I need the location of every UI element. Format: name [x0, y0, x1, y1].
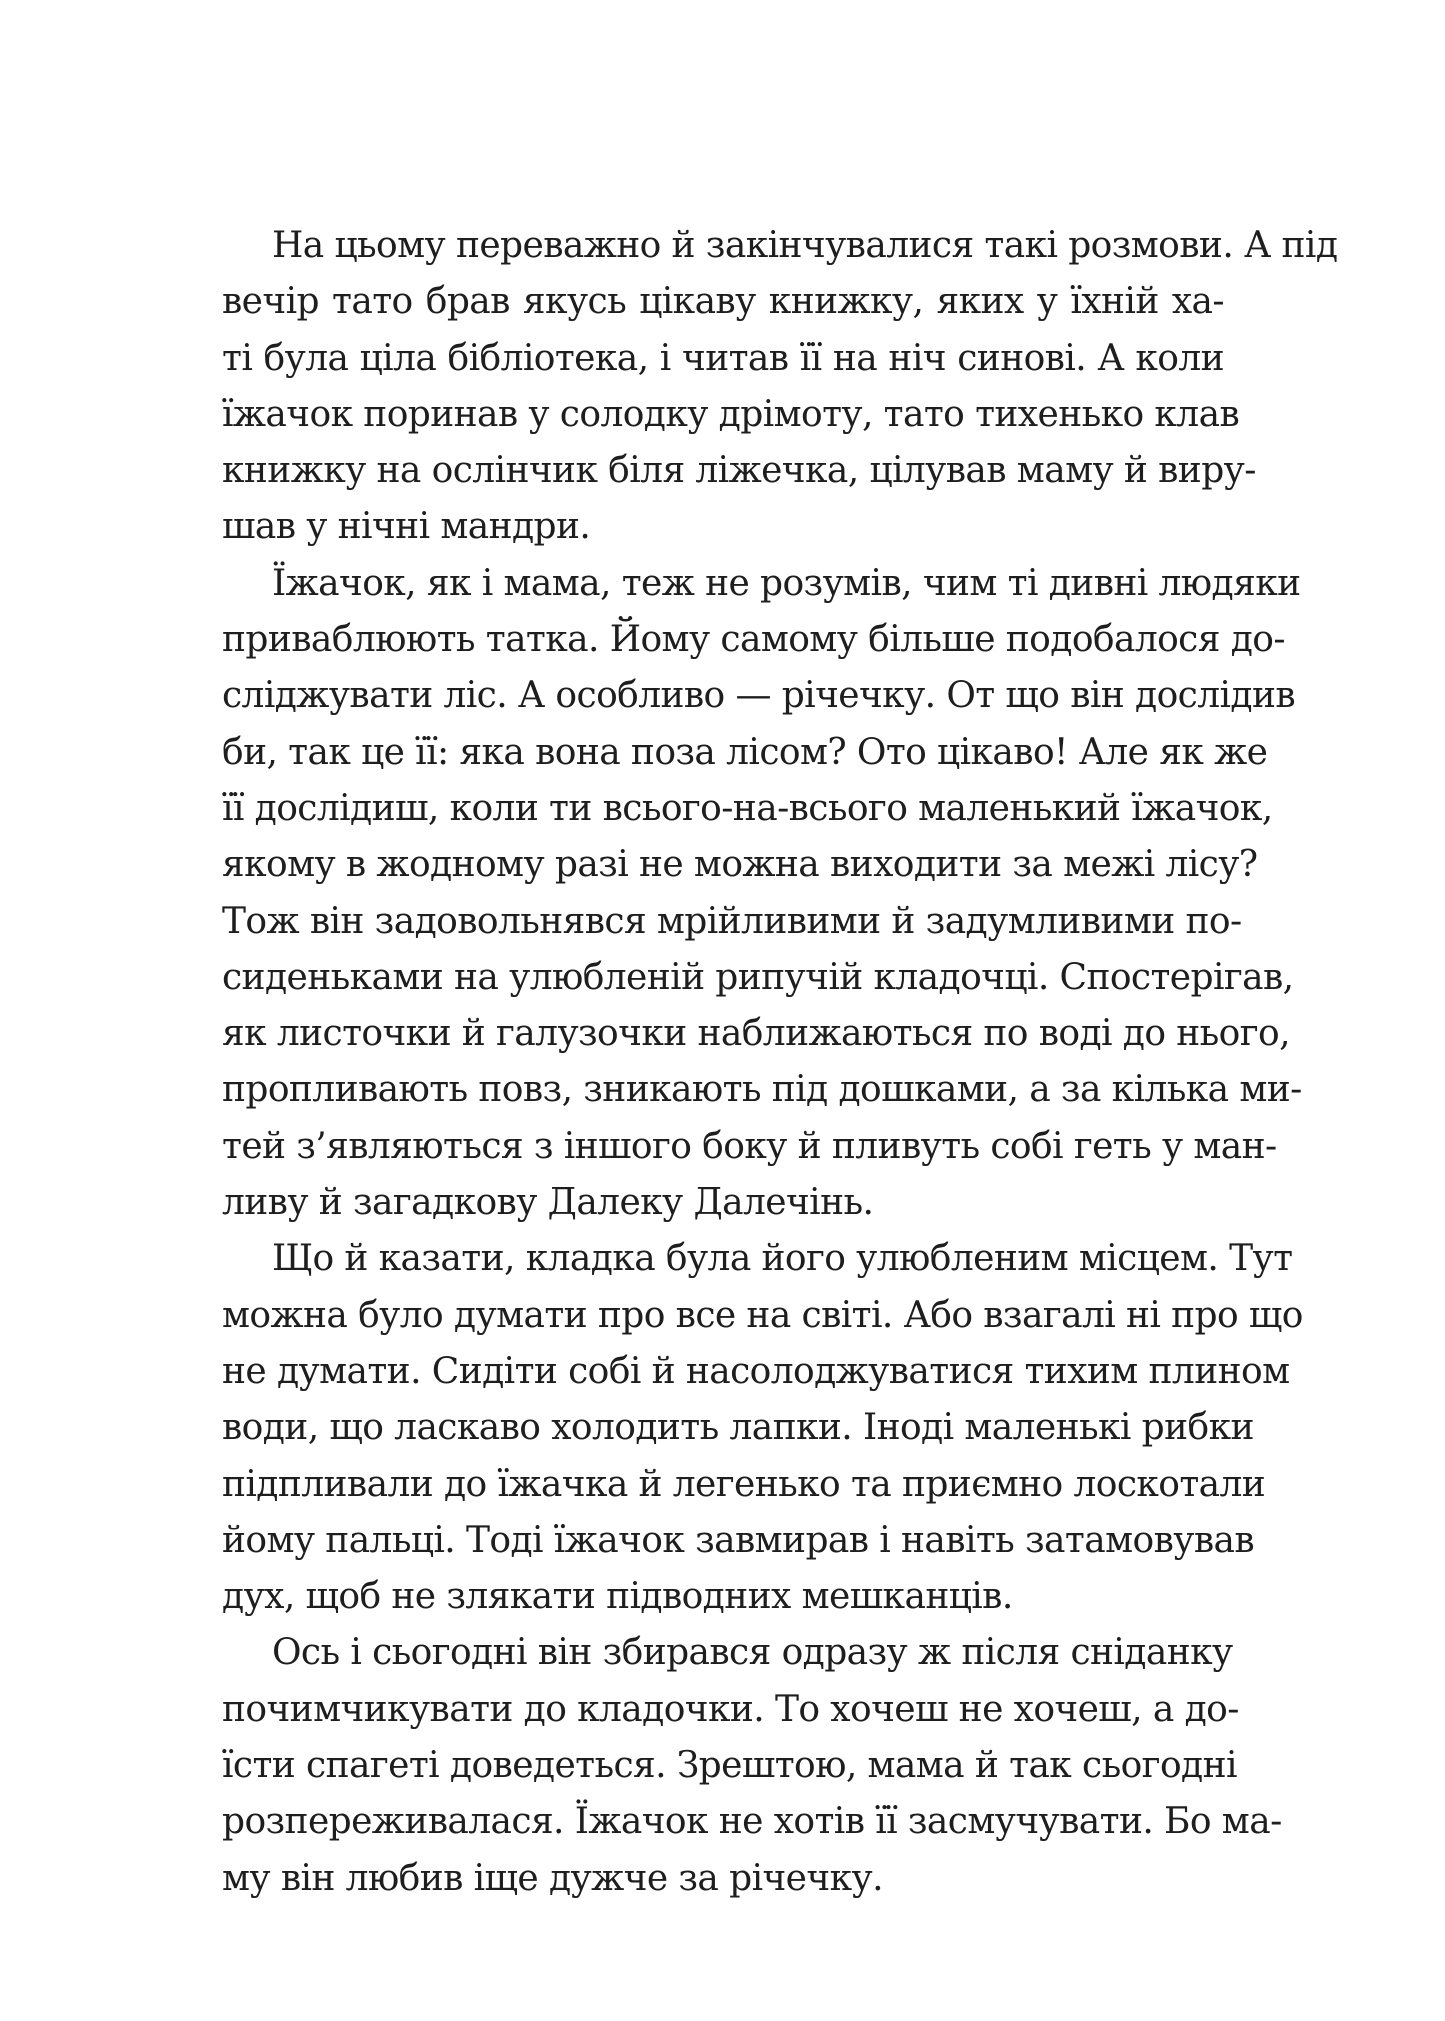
paragraph-2-line-10: пропливають повз, зникають під дошками, а за кілька ми- [222, 1069, 1302, 1111]
paragraph-3-line-4: води, що ласкаво холодить лапки. Іноді маленькі рибки [222, 1407, 1254, 1449]
paragraph-2-line-5: її дослідиш, коли ти всього-на-всього маленький їжачок, [222, 787, 1273, 829]
paragraph-4-line-2: почимчикувати до кладочки. То хочеш не хочеш, а до- [222, 1688, 1239, 1730]
paragraph-1-line-5: книжку на ослінчик біля ліжечка, цілував маму й виру- [222, 450, 1256, 492]
paragraph-1-line-3: ті була ціла бібліотека, і читав її на ніч синові. А коли [222, 337, 1224, 379]
paragraph-2-line-4: би, так це її: яка вона поза лісом? Ото цікаво! Але як же [222, 731, 1268, 773]
paragraph-1-line-2: вечір тато брав якусь цікаву книжку, яких у їхній ха- [222, 281, 1224, 323]
paragraph-2-line-8: сиденьками на улюбленій рипучій кладочці. Спостерігав, [222, 956, 1294, 998]
paragraph-1-line-4: їжачок поринав у солодку дрімоту, тато тихенько клав [222, 393, 1240, 435]
paragraph-1-line-6: шав у нічні мандри. [222, 506, 591, 548]
paragraph-3-line-1: Що й казати, кладка була його улюбленим місцем. Тут [272, 1238, 1293, 1280]
paragraph-3-line-6: йому пальці. Тоді їжачок завмирав і навіть затамовував [222, 1519, 1255, 1561]
body-text [222, 218, 1338, 1907]
paragraph-2-line-3: сліджувати ліс. А особливо — річечку. От що він дослідив [222, 675, 1296, 717]
paragraph-2-line-7: Тож він задовольнявся мрійливими й задумливими по- [222, 900, 1242, 942]
paragraph-1-line-1: На цьому переважно й закінчувалися такі розмови. А під [272, 225, 1338, 266]
paragraph-2-line-2: приваблюють татка. Йому самому більше подобалося до- [222, 619, 1285, 661]
paragraph-3-line-5: підпливали до їжачка й легенько та приємно лоскотали [222, 1463, 1266, 1505]
paragraph-3-line-3: не думати. Сидіти собі й насолоджуватися тихим плином [222, 1350, 1290, 1392]
paragraph-4-line-4: розпереживалася. Їжачок не хотів її засмучувати. Бо ма- [222, 1801, 1282, 1843]
paragraph-3-line-7: дух, щоб не злякати підводних мешканців. [222, 1576, 1013, 1618]
paragraph-2-line-6: якому в жодному разі не можна виходити за межі лісу? [222, 844, 1258, 886]
paragraph-2-line-12: ливу й загадкову Далеку Далечінь. [222, 1182, 874, 1224]
paragraph-2-line-1: Їжачок, як і мама, теж не розумів, чим ті дивні людяки [272, 562, 1301, 604]
paragraph-3-line-2: можна було думати про все на світі. Або взагалі ні про що [222, 1294, 1303, 1336]
paragraph-4-line-3: їсти спагеті доведеться. Зрештою, мама й так сьогодні [222, 1745, 1237, 1787]
paragraph-4-line-5: му він любив іще дужче за річечку. [222, 1857, 883, 1899]
paragraph-4-line-1: Ось і сьогодні він збирався одразу ж після сніданку [272, 1632, 1233, 1674]
paragraph-2-line-9: як листочки й галузочки наближаються по воді до нього, [222, 1013, 1290, 1055]
paragraph-2-line-11: тей з’являються з іншого боку й пливуть собі геть у ман- [222, 1125, 1277, 1167]
